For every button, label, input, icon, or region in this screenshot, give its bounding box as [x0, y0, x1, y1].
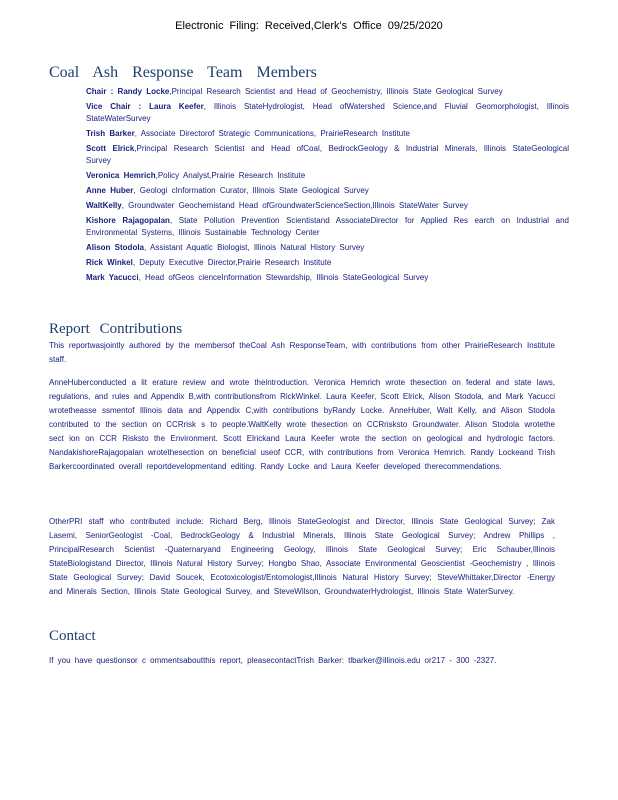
list-item: [49, 215, 569, 239]
member-name: Scott Elrick: [86, 144, 135, 153]
member-role: , Deputy Executive Director,Prairie Research Institute: [132, 258, 332, 267]
filing-header: Electronic Filing: Received,Clerk's Office 09/25/2020: [175, 20, 443, 32]
report-paragraph: OtherPRI staff who contributed include: Richard Berg, Illinois StateGeologist and Director, Illinois State Geological Survey; Zak Lasemi, SeniorGeologist -Coal, BedrockGeology & Industrial Minerals, Illinois State Geological Survey; Andrew Phillips , PrincipalResearch Scientist -Quaternaryand Engineering Geology, Illinois State Geological Survey; Eric Schauber,Illinois StateBiologistand Director, Illinois Natural History Survey; Hongbo Shao, Associate Environmental Geoscientist -Geochemistry , Illinois State Geological Survey; David Soucek, Ecotoxicologist/Entomologist,Illinois Natural History Survey; SteveWhittaker,Director -Energy and Minerals Section, Illinois State Geological Survey, and SteveWilson, GroundwaterHydrologist, Illinois State WaterSurvey.: [49, 517, 555, 596]
list-item: [49, 170, 569, 182]
members-list: [49, 86, 569, 287]
member-name: Alison Stodola: [86, 243, 144, 252]
member-role: , Associate Directorof Strategic Communications, PrairieResearch Institute: [134, 129, 410, 138]
list-item: [49, 101, 569, 125]
report-paragraph: This reportwasjointly authored by the membersof theCoal Ash ResponseTeam, with contributions from other PrairieResearch Institute staff.: [49, 341, 555, 364]
member-role: , State Pollution Prevention Scientistand AssociateDirector for Applied Res earch on Industrial and Environmental Systems, Illinois Sustainable Technology Center: [86, 216, 569, 237]
member-name: Kishore Rajagopalan: [86, 216, 170, 225]
member-name: WaltKelly: [86, 201, 122, 210]
member-role: ,Principal Research Scientist and Head of Geochemistry, Illinois State Geological Survey: [169, 87, 503, 96]
report-paragraph: AnneHuberconducted a lit erature review and wrote theintroduction. Veronica Hemrich wrote thesection on federal and state laws, regulations, and rules and Appendix B,with contributionsfrom RickWinkel. Laura Keefer, Scott Elrick, Alison Stodola, and Mark Yacucci wrotetheasse ssmentof Illinois data and Appendix C,with contributions byRandy Locke. AnneHuber, Walt Kelly, and Alison Stodola contributed to the section on CCRrisk s to people.WaltKelly wrote thesection on CCRrisksto Groundwater. Alison Stodola wrotethe sect ion on CCR Risksto the Environment. Scott Elrickand Laura Keefer wrote the section on geological and hydrologic factors. NandakishoreRajagopalan wrotethesection on beneficial useof CCR, with contributions from Veronica Hemrich. Randy Lockeand Trish Barkercoordinated overall reportdevelopmentand editing. Randy Locke and Laura Keefer developed therecommendations.: [49, 378, 555, 471]
list-item: [49, 143, 569, 167]
member-name: Veronica Hemrich: [86, 171, 156, 180]
member-role: ,Policy Analyst,Prairie Research Institute: [155, 171, 306, 180]
list-item: [49, 128, 569, 140]
list-item: [49, 185, 569, 197]
list-item: [49, 242, 569, 254]
member-name: Vice Chair : Laura Keefer: [86, 102, 204, 111]
member-name: Rick Winkel: [86, 258, 133, 267]
member-name: Chair : Randy Locke: [86, 87, 170, 96]
member-name: Trish Barker: [86, 129, 135, 138]
member-role: ,Principal Research Scientist and Head ofCoal, BedrockGeology & Industrial Minerals, Illinois StateGeological Survey: [86, 144, 570, 165]
member-role: , Illinois StateHydrologist, Head ofWatershed Science,and Fluvial Geomorphologist, Illinois StateWaterSurvey: [86, 102, 569, 123]
list-item: [49, 200, 569, 212]
contact-heading: Contact: [49, 628, 96, 644]
member-name: Mark Yacucci: [86, 273, 139, 282]
member-role: , Assistant Aquatic Biologist, Illinois Natural History Survey: [144, 243, 365, 252]
member-role: , Head ofGeos cienceInformation Stewardship, Illinois StateGeological Survey: [138, 273, 429, 282]
member-role: , Geologi cInformation Curator, Illinois State Geological Survey: [133, 186, 369, 195]
list-item: [49, 257, 569, 269]
member-name: Anne Huber: [86, 186, 134, 195]
members-heading: Coal Ash Response Team Members: [49, 64, 317, 81]
list-item: [49, 86, 569, 98]
contact-text: If you have questionsor c ommentsaboutthis report, pleasecontactTrish Barker: tlbarker@illinois.edu or217 - 300 -2327.: [49, 656, 497, 665]
member-role: , Groundwater Geochemistand Head ofGroundwaterScienceSection,Illinois StateWater Survey: [121, 201, 468, 210]
list-item: [49, 272, 569, 284]
report-heading: Report Contributions: [49, 321, 183, 337]
